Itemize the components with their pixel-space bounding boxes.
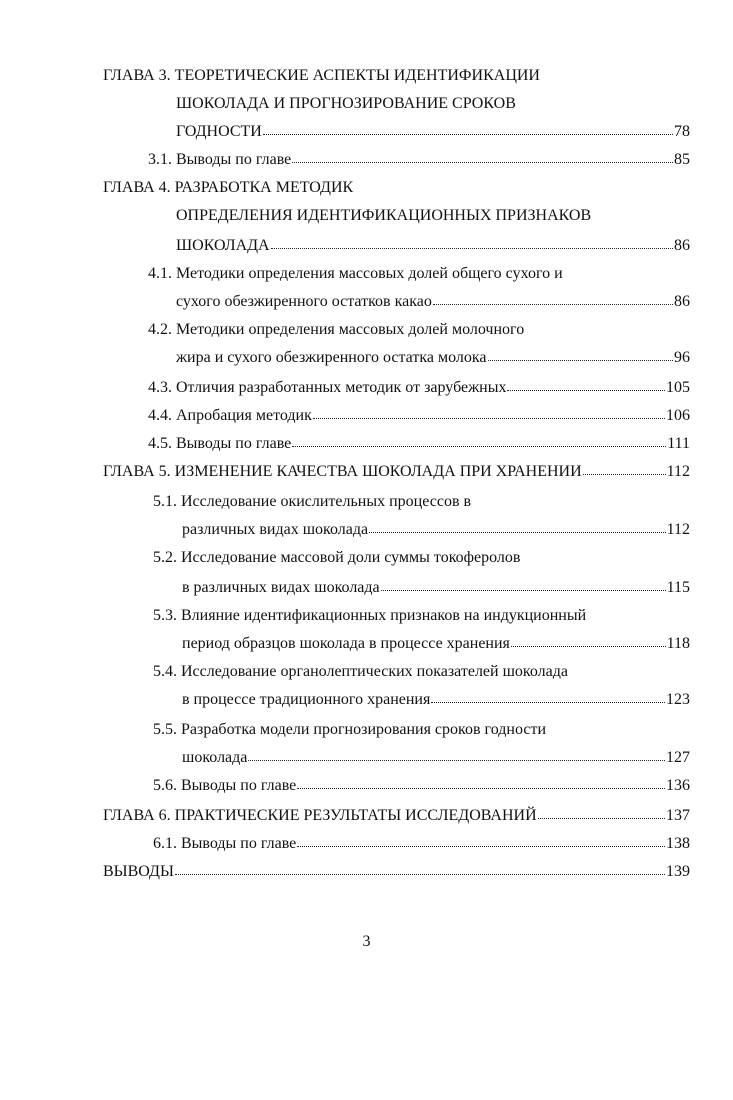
dot-leader	[292, 149, 673, 163]
dot-leader	[263, 121, 673, 135]
toc-chapter-3-title-line1: ГЛАВА 3. ТЕОРЕТИЧЕСКИЕ АСПЕКТЫ ИДЕНТИФИКАЦИИ	[103, 67, 540, 84]
toc-entry-5-1: различных видах шоколада 112	[182, 521, 690, 538]
page-ref: 86	[674, 237, 690, 254]
dot-leader	[431, 689, 665, 703]
dot-leader	[297, 775, 665, 789]
toc-entry-5-2: в различных видах шоколада 115	[182, 579, 690, 596]
page-ref: 106	[666, 407, 690, 424]
toc-entry-chapter-5: ГЛАВА 5. ИЗМЕНЕНИЕ КАЧЕСТВА ШОКОЛАДА ПРИ ХРАНЕНИИ 112	[103, 463, 690, 480]
toc-entry-conclusions: ВЫВОДЫ 139	[103, 863, 690, 880]
toc-entry-4-3: 4.3. Отличия разработанных методик от зарубежных 105	[148, 379, 690, 396]
toc-entry-5-1-line1: 5.1. Исследование окислительных процессов в	[153, 493, 472, 510]
toc-entry-5-2-line1: 5.2. Исследование массовой доли суммы токоферолов	[153, 549, 521, 566]
toc-entry-3-1: 3.1. Выводы по главе 85	[148, 151, 690, 168]
dot-leader	[369, 519, 666, 533]
dot-leader	[381, 577, 666, 591]
page-ref: 118	[666, 635, 690, 652]
dot-leader	[488, 347, 673, 361]
page-ref: 86	[674, 293, 690, 310]
page-ref: 115	[666, 579, 690, 596]
dot-leader	[271, 235, 673, 249]
page-ref: 139	[666, 863, 690, 880]
page-ref: 138	[666, 835, 690, 852]
dot-leader	[292, 433, 666, 447]
page-ref: 111	[667, 435, 690, 452]
toc-entry-5-3-line1: 5.3. Влияние идентификационных признаков на индукционный	[153, 607, 587, 624]
toc-chapter-4-title-line2: ОПРЕДЕЛЕНИЯ ИДЕНТИФИКАЦИОННЫХ ПРИЗНАКОВ	[176, 207, 592, 224]
toc-entry-5-5: шоколада 127	[182, 749, 690, 766]
page-number: 3	[362, 933, 371, 950]
page-ref: 112	[666, 463, 690, 480]
page-ref: 105	[666, 379, 690, 396]
page-ref: 112	[666, 521, 690, 538]
page-ref: 127	[666, 749, 690, 766]
page-ref: 136	[666, 777, 690, 794]
dot-leader	[583, 461, 666, 475]
toc-entry-5-4-line1: 5.4. Исследование органолептических показателей шоколада	[153, 663, 568, 680]
page-ref: 78	[674, 123, 690, 140]
dot-leader	[248, 747, 665, 761]
toc-entry-5-3: период образцов шоколада в процессе хранения 118	[182, 635, 690, 652]
toc-entry-4-2-line1: 4.2. Методики определения массовых долей молочного	[148, 321, 525, 338]
toc-chapter-4-title-line1: ГЛАВА 4. РАЗРАБОТКА МЕТОДИК	[103, 179, 354, 196]
toc-entry-4-1-line1: 4.1. Методики определения массовых долей общего сухого и	[148, 265, 563, 282]
toc-entry-5-5-line1: 5.5. Разработка модели прогнозирования сроков годности	[153, 721, 547, 738]
dot-leader	[313, 405, 665, 419]
dot-leader	[175, 861, 665, 875]
toc-entry-4-1: сухого обезжиренного остатков какао 86	[176, 293, 690, 310]
toc-entry-4-5: 4.5. Выводы по главе 111	[148, 435, 690, 452]
dot-leader	[507, 377, 665, 391]
dot-leader	[538, 805, 665, 819]
toc-entry-4-4: 4.4. Апробация методик 106	[148, 407, 690, 424]
toc-entry-6-1: 6.1. Выводы по главе 138	[153, 835, 690, 852]
dot-leader	[433, 291, 673, 305]
toc-entry-4-2: жира и сухого обезжиренного остатка молока 96	[176, 349, 690, 366]
dot-leader	[297, 833, 665, 847]
page-ref: 123	[666, 691, 690, 708]
dot-leader	[511, 633, 666, 647]
toc-entry-5-6: 5.6. Выводы по главе 136	[153, 777, 690, 794]
toc-entry-5-4: в процессе традиционного хранения 123	[182, 691, 690, 708]
page-ref: 96	[674, 349, 690, 366]
toc-entry-chapter-6: ГЛАВА 6. ПРАКТИЧЕСКИЕ РЕЗУЛЬТАТЫ ИССЛЕДОВАНИЙ 137	[103, 807, 690, 824]
toc-chapter-3-title-line2: ШОКОЛАДА И ПРОГНОЗИРОВАНИЕ СРОКОВ	[176, 95, 516, 112]
toc-entry-chapter-4: ШОКОЛАДА 86	[176, 237, 690, 254]
page-ref: 137	[666, 807, 690, 824]
page-ref: 85	[674, 151, 690, 168]
toc-entry-chapter-3: ГОДНОСТИ 78	[176, 123, 690, 140]
